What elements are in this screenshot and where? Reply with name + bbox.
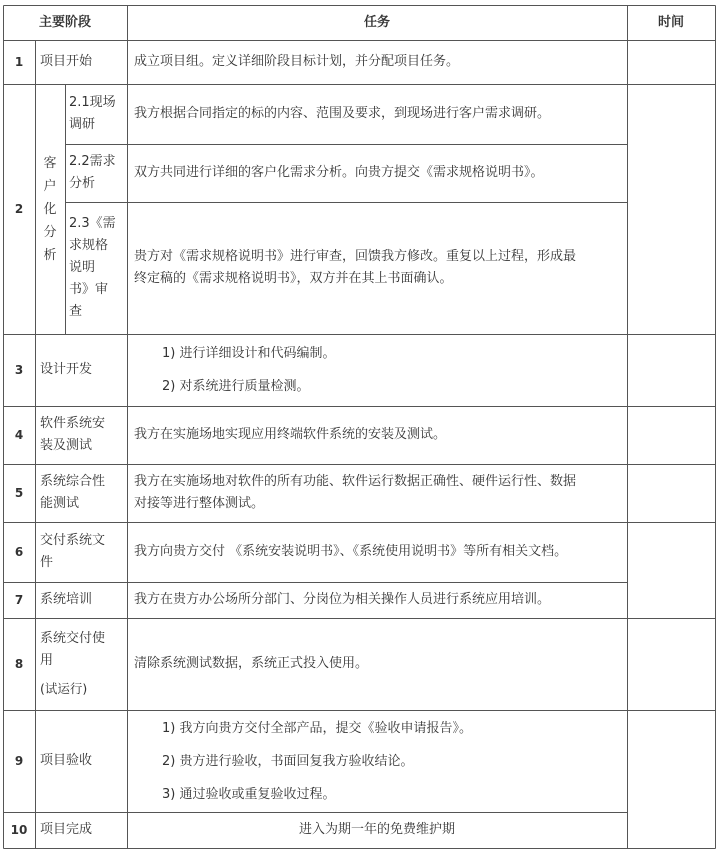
task-text: 我方根据合同指定的标的内容、范围及要求，到现场进行客户需求调研。 bbox=[134, 106, 551, 121]
task-text: 清除系统测试数据，系统正式投入使用。 bbox=[134, 656, 369, 671]
task-text: 我方在实施场地对软件的所有功能、软件运行数据正确性、硬件运行性、数据 对接等进行整体测试。 bbox=[134, 474, 577, 511]
task-text: 双方共同进行详细的客户化需求分析。向贵方提交《需求规格说明书》。 bbox=[134, 165, 544, 180]
task-text: 进入为期一年的免费维护期 bbox=[298, 822, 455, 837]
substage-label: 2.2需求 分析 bbox=[69, 154, 116, 191]
stage-label: 系统综合性 能测试 bbox=[40, 474, 106, 511]
row-number: 10 bbox=[10, 823, 28, 837]
stage-label: 项目完成 bbox=[40, 822, 93, 837]
row-number: 7 bbox=[14, 593, 24, 607]
row-number: 3 bbox=[14, 363, 24, 377]
list-item: 1) 我方向贵方交付全部产品，提交《验收申请报告》。 bbox=[162, 720, 472, 736]
task-text: 我方向贵方交付 《系统安装说明书》、《系统使用说明书》等所有相关文档。 bbox=[134, 544, 568, 559]
header-stage: 主要阶段 bbox=[38, 14, 91, 30]
list-item: 1) 进行详细设计和代码编制。 bbox=[162, 346, 336, 361]
row-number: 9 bbox=[14, 754, 24, 768]
row-number: 4 bbox=[14, 428, 24, 442]
task-text: 贵方对《需求规格说明书》进行审查，回馈我方修改。重复以上过程，形成最 终定稿的《需求规格说明书》，双方并在其上书面确认。 bbox=[134, 249, 577, 286]
stage-note: (试运行) bbox=[40, 681, 88, 696]
substage-label: 2.1现场 调研 bbox=[69, 95, 116, 132]
row-number: 6 bbox=[14, 545, 24, 559]
header-time: 时间 bbox=[657, 14, 684, 30]
task-text: 成立项目组。定义详细阶段目标计划，并分配项目任务。 bbox=[134, 54, 460, 69]
stage-label-vertical: 客 户 化 分 析 bbox=[43, 155, 57, 263]
stage-label: 软件系统安 装及测试 bbox=[40, 416, 106, 453]
row-number: 2 bbox=[14, 202, 24, 216]
row-number: 8 bbox=[14, 657, 24, 671]
list-item: 2) 对系统进行质量检测。 bbox=[162, 379, 310, 394]
header-task: 任务 bbox=[363, 14, 390, 30]
stage-label: 项目开始 bbox=[40, 54, 93, 69]
substage-label: 2.3《需 求规格 说明 书》审 查 bbox=[69, 216, 116, 319]
list-item: 2) 贵方进行验收，书面回复我方验收结论。 bbox=[162, 753, 414, 769]
stage-label: 交付系统文 件 bbox=[40, 533, 106, 570]
task-text: 我方在实施场地实现应用终端软件系统的安装及测试。 bbox=[134, 427, 447, 442]
task-list bbox=[127, 334, 627, 406]
stage-label: 系统培训 bbox=[40, 592, 93, 607]
stage-label: 项目验收 bbox=[40, 753, 93, 768]
task-list bbox=[127, 710, 627, 812]
task-text: 我方在贵方办公场所分部门、分岗位为相关操作人员进行系统应用培训。 bbox=[134, 592, 551, 607]
row-number: 1 bbox=[14, 55, 24, 69]
list-item: 3) 通过验收或重复验收过程。 bbox=[162, 786, 336, 802]
stage-label: 系统交付使 用 (试运行) bbox=[35, 618, 127, 710]
stage-label: 设计开发 bbox=[40, 362, 93, 377]
row-number: 5 bbox=[14, 486, 24, 500]
